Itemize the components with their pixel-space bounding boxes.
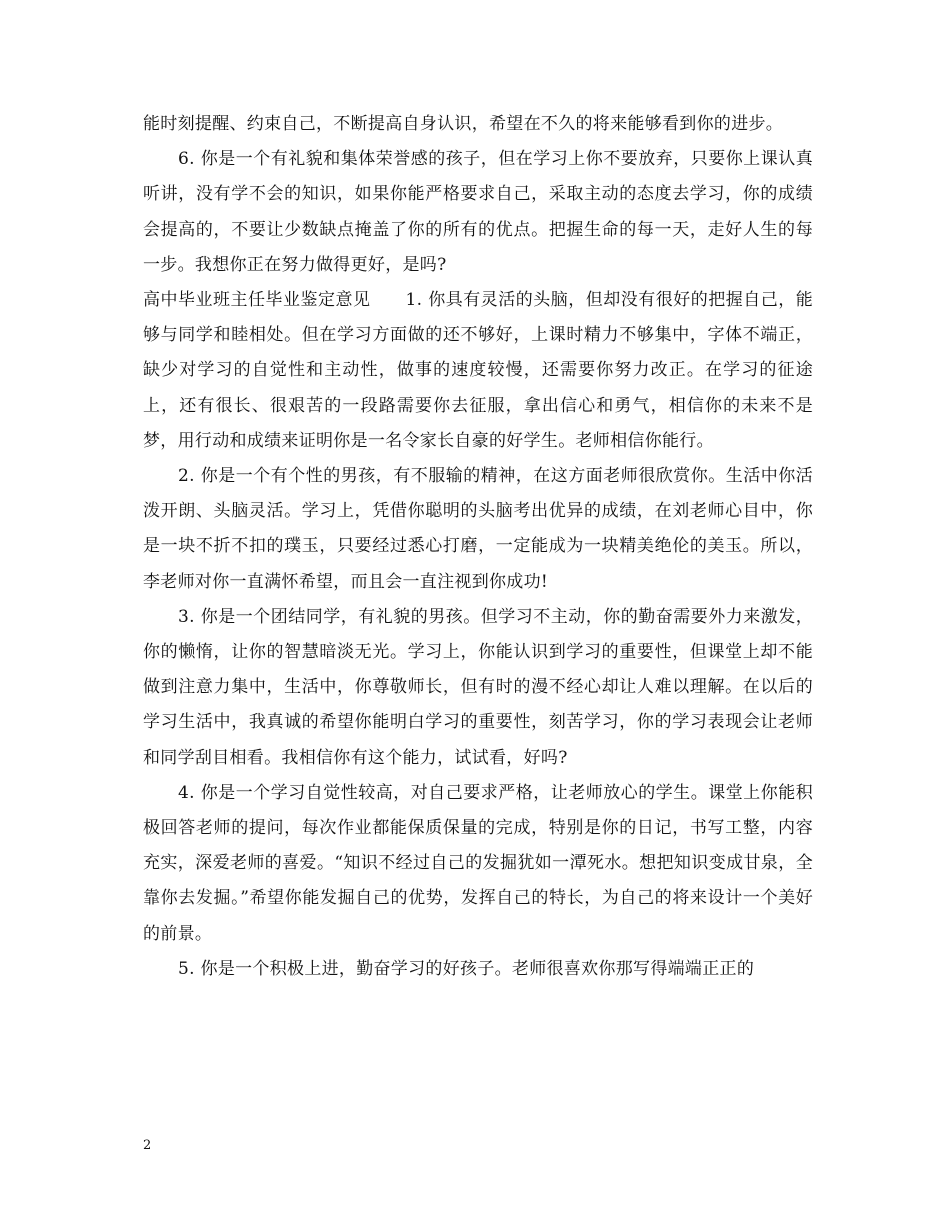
paragraph-continuation: 能时刻提醒、约束自己，不断提高自身认识，希望在不久的将来能够看到你的进步。 [143, 114, 784, 134]
page-number: 2 [143, 1138, 152, 1153]
document-body [143, 107, 813, 987]
paragraph-comment-4: 4. 你是一个学习自觉性较高，对自己要求严格，让老师放心的学生。课堂上你能积极回答老师的提问，每次作业都能保质保量的完成，特别是你的日记，书写工整，内容充实，深爱老师的喜爱。“知识不经过自己的发掘犹如一潭死水。想把知识变成甘泉，全靠你去发掘。”希望你能发掘自己的优势，发挥自己的特长，为自己的将来设计一个美好的前景。 [143, 782, 813, 944]
paragraph-comment-5: 5. 你是一个积极上进，勤奋学习的好孩子。老师很喜欢你那写得端端正正的 [178, 958, 755, 979]
paragraph-comment-2: 2. 你是一个有个性的男孩，有不服输的精神，在这方面老师很欣赏你。生活中你活泼开朗、头脑灵活。学习上，凭借你聪明的头脑考出优异的成绩，在刘老师心目中，你是一块不折不扣的璞玉，只要经过悉心打磨，一定能成为一块精美绝伦的美玉。所以，李老师对你一直满怀希望，而且会一直注视到你成功! [143, 466, 813, 592]
paragraph-heading-comment-1: 高中毕业班主任毕业鉴定意见 1. 你具有灵活的头脑，但却没有很好的把握自己，能够与同学和睦相处。但在学习方面做的还不够好，上课时精力不够集中，字体不端正，缺少对学习的自觉性和主动性，做事的速度较慢，还需要你努力改正。在学习的征途上，还有很长、很艰苦的一段路需要你去征服，拿出信心和勇气，相信你的未来不是梦，用行动和成绩来证明你是一名令家长自豪的好学生。老师相信你能行。 [143, 290, 813, 451]
paragraph-comment-6: 6. 你是一个有礼貌和集体荣誉感的孩子，但在学习上你不要放弃，只要你上课认真听讲，没有学不会的知识，如果你能严格要求自己，采取主动的态度去学习，你的成绩会提高的，不要让少数缺点掩盖了你的所有的优点。把握生命的每一天，走好人生的每一步。我想你正在努力做得更好，是吗? [143, 149, 813, 275]
paragraph-comment-3: 3. 你是一个团结同学，有礼貌的男孩。但学习不主动，你的勤奋需要外力来激发，你的懒惰，让你的智慧暗淡无光。学习上，你能认识到学习的重要性，但课堂上却不能做到注意力集中，生活中，你尊敬师长，但有时的漫不经心却让人难以理解。在以后的学习生活中，我真诚的希望你能明白学习的重要性，刻苦学习，你的学习表现会让老师和同学刮目相看。我相信你有这个能力，试试看，好吗? [143, 606, 813, 768]
